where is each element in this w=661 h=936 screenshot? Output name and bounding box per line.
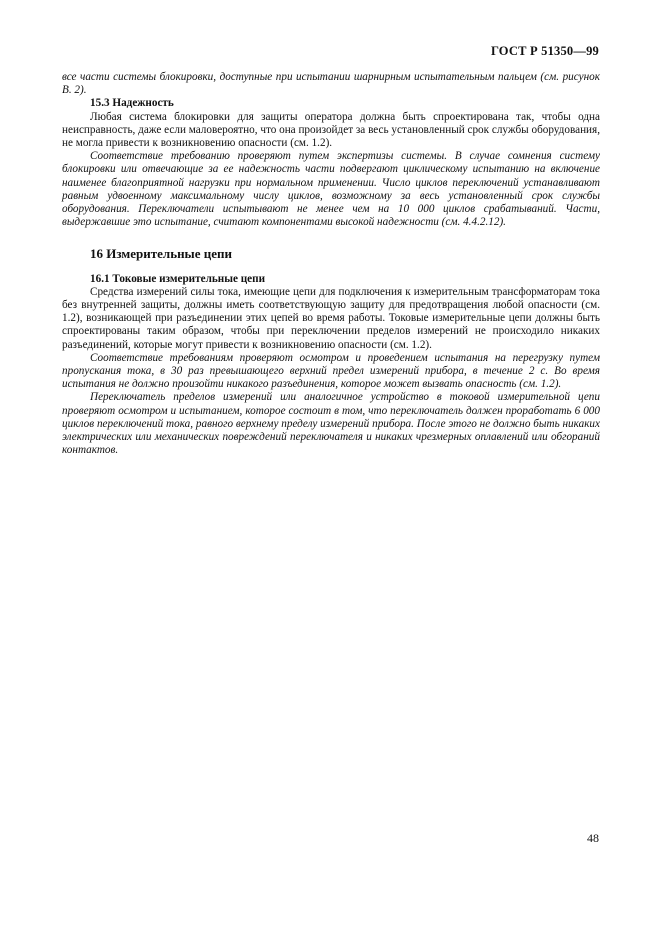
page-number: 48	[587, 831, 599, 845]
paragraph-16-1-switch-test: Переключатель пределов измерений или аналогичное устройство в токовой измерительной цепи проверяют осмотром и испытанием, которое состоит в том, что переключатель должен проработать 6 000 циклов переключений тока, равного верхнему пределу измерений прибора. После этого не должно быть никаких электрических или механических повреждений переключателя и никаких чрезмерных оплавлений или обгораний контактов.	[62, 391, 600, 457]
paragraph-16-1-compliance: Соответствие требованиям проверяют осмотром и проведением испытания на перегрузку путем пропускания тока, в 30 раз превышающего верхний предел измерений прибора, в течение 2 с. Во время испытания не должно произойти никакого разъединения, которое может вызвать опасность (см. 1.2).	[62, 351, 600, 391]
paragraph-continuation: все части системы блокировки, доступные при испытании шарнирным испытательным пальцем (см. рисунок В. 2).	[62, 71, 600, 97]
paragraph-15-3-compliance: Соответствие требованию проверяют путем экспертизы системы. В случае сомнения систему блокировки или отвечающие за ее надежность части подвергают циклическому испытанию на включение наименее благоприятной нагрузки при нормальном применении. Число циклов переключений устанавливают равным удвоенному максимальному числу циклов, возможному за весь установленный срок службы оборудования. Переключатели испытывают не менее чем на 10 000 циклов срабатываний. Части, выдержавшие это испытание, считают компонентами высокой надежности (см. 4.4.2.12).	[62, 150, 600, 229]
subsection-heading-15-3: 15.3 Надежность	[90, 97, 174, 110]
standard-code: ГОСТ Р 51350—99	[490, 44, 599, 58]
subsection-heading-16-1: 16.1 Токовые измерительные цепи	[90, 272, 266, 285]
paragraph-15-3-requirement: Любая система блокировки для защиты оператора должна быть спроектирована так, чтобы одна неисправность, даже если маловероятно, что она произойдет за весь установленный срок службы оборудования, не могла привести к возникновению опасности (см. 1.2).	[62, 110, 600, 150]
paragraph-16-1-requirement: Средства измерений силы тока, имеющие цепи для подключения к измерительным трансформаторам тока без внутренней защиты, должны иметь соответствующую защиту для предотвращения любой опасности (см. 1.2), возникающей при разъединении этих цепей во время работы. Токовые измерительные цепи должны быть спроектированы таким образом, чтобы при переключении пределов измерений не происходило никаких разъединений, которые могут привести к возникновению опасности (см. 1.2).	[62, 285, 600, 351]
page-body	[62, 71, 600, 457]
section-heading-16: 16 Измерительные цепи	[90, 246, 232, 262]
